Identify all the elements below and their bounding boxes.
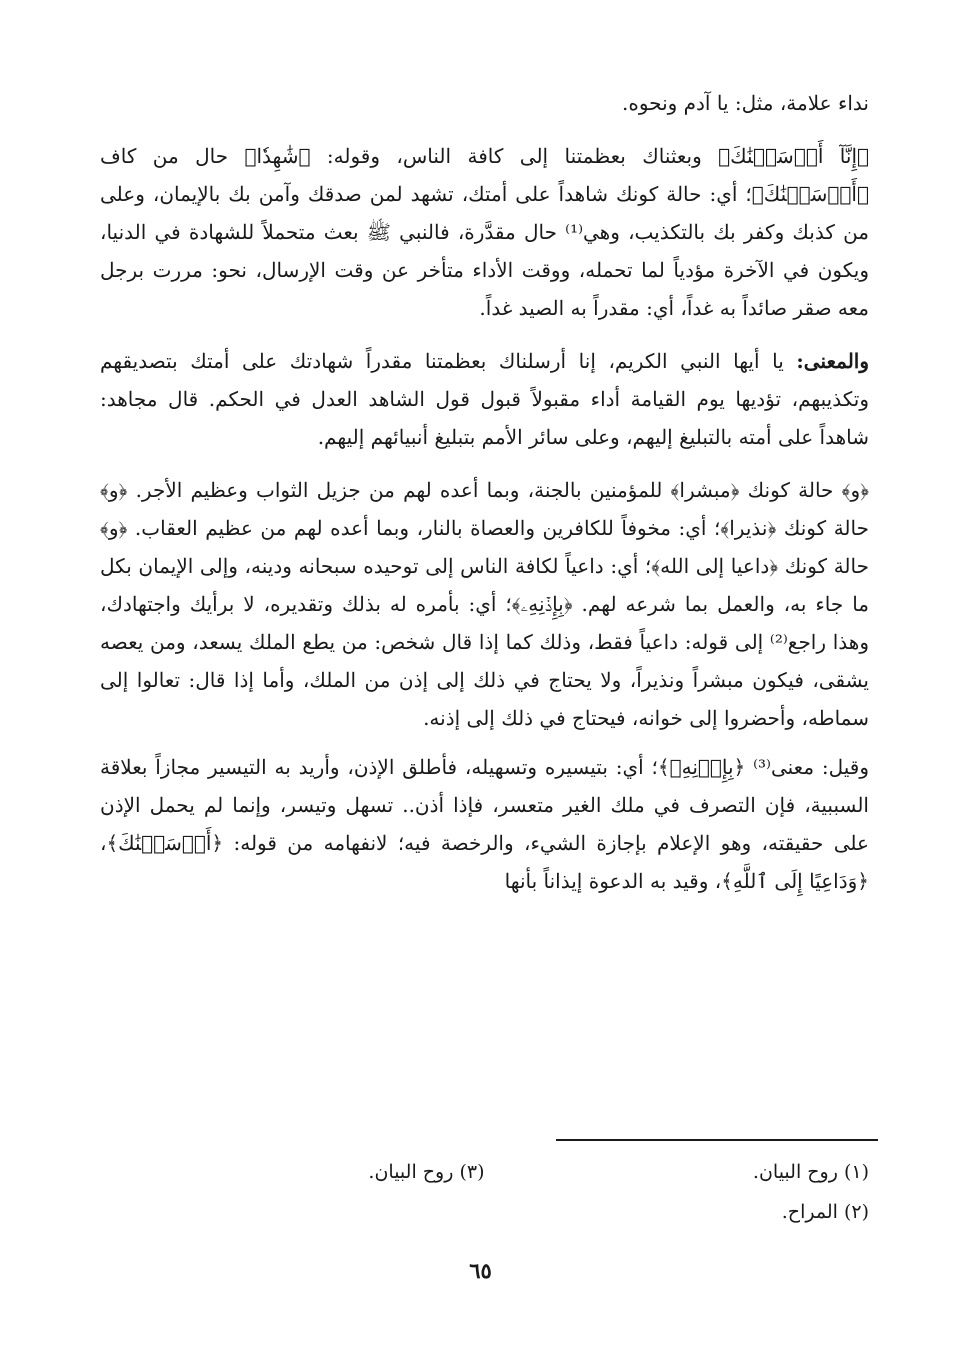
paragraph-text: ﴿إِنَّآ أَرۡسَلۡنَٰكَ﴾ وبعثناك بعظمتنا إلى كافة الناس، وقوله: ﴿شَٰهِدٗا﴾ حال من كاف ﴿أَرۡسَلۡنَٰكَ﴾؛ أي: حالة كونك شاهداً على أمتك، تشهد لمن صدقك وآمن بك بالإيمان، وعلى من كذبك وكفر بك بالتكذيب، وهي⁽¹⁾ حال مقدَّرة، فالنبي ﷺ بعث متحملاً للشهادة في الدنيا، ويكون في الآخرة مؤدياً لما تحمله، ووقت الأداء متأخر عن وقت الإرسال، نحو: مررت برجل معه صقر صائداً به غداً، أي: مقدراً به الصيد غداً. xyxy=(100,144,870,320)
paragraph-shahid xyxy=(100,137,869,327)
paragraph-text: وقيل: معنى⁽³⁾ ﴿بِإِذۡنِهِۦ﴾؛ أي: بتيسيره وتسهيله، فأطلق الإذن، وأريد به التيسير مجازاً بعلاقة السببية، فإن التصرف في ملك الغير متعسر، فإذا أذن.. تسهل وتيسر، وإنما لم يحمل الإذن على حقيقته، وهو الإعلام بإجازة الشيء، والرخصة فيه؛ لانفهامه من قوله: ﴿أَرۡسَلۡنَٰكَ﴾، ﴿وَدَاعِيًا إِلَى ٱللَّهِ﴾، وقيد به الدعوة إيذاناً بأنها xyxy=(100,755,869,893)
footnote-item xyxy=(485,1152,870,1192)
footnote-text: روح البيان. xyxy=(752,1161,838,1183)
footnotes xyxy=(100,1152,869,1232)
footnote-number: (٣) xyxy=(459,1161,485,1183)
page-number: ٦٥ xyxy=(469,1258,492,1283)
paragraph-text: ﴿و﴾ حالة كونك ﴿مبشرا﴾ للمؤمنين بالجنة، وبما أعده لهم من جزيل الثواب وعظيم الأجر. ﴿و﴾ حالة كونك ﴿نذيرا﴾؛ أي: مخوفاً للكافرين والعصاة بالنار، وبما أعده لهم من عظيم العقاب. ﴿و﴾ حالة كونك ﴿داعيا إلى الله﴾؛ أي: داعياً لكافة الناس إلى توحيده سبحانه ودينه، وإلى الإيمان بكل ما جاء به، والعمل بما شرعه لهم. ﴿بِإِذۡنِهِۦ﴾؛ أي: بأمره له بذلك وتقديره، لا برأيك واجتهادك، وهذا راجع⁽²⁾ إلى قوله: داعياً فقط، وذلك كما إذا قال شخص: من يطع الملك يسعد، ومن يعصه يشقى، فيكون مبشراً ونذيراً، ولا يحتاج في ذلك إلى إذن من الملك، وأما إذا قال: تعالوا إلى سماطه، وأحضروا إلى خوانه، فيحتاج في ذلك إلى إذنه. xyxy=(100,478,869,730)
footnote-text: روح البيان. xyxy=(368,1161,454,1183)
footnote-text: المراح. xyxy=(781,1201,838,1223)
paragraph-meaning xyxy=(100,342,869,456)
paragraph-mubashshir xyxy=(100,471,869,737)
footnote-divider xyxy=(556,1139,878,1141)
footnote-item xyxy=(100,1152,485,1192)
paragraph-intro xyxy=(100,84,869,122)
paragraph-lead: والمعنى: xyxy=(796,349,869,373)
footnote-row xyxy=(100,1192,869,1232)
footnote-row xyxy=(100,1152,869,1192)
paragraph-text: يا أيها النبي الكريم، إنا أرسلناك بعظمتنا مقدراً شهادتك على أمتك بتصديقهم وتكذيبهم، تؤديها يوم القيامة أداء مقبولاً قبول قول الشاهد العدل في الحكم. قال مجاهد: شاهداً على أمته بالتبليغ إليهم، وعلى سائر الأمم بتبليغ أنبيائهم إليهم. xyxy=(100,349,869,449)
footnote-number: (١) xyxy=(843,1161,869,1183)
footnote-number: (٢) xyxy=(843,1201,869,1223)
footnote-item xyxy=(477,1192,869,1232)
main-text xyxy=(100,84,869,900)
paragraph-text: نداء علامة، مثل: يا آدم ونحوه. xyxy=(621,91,869,115)
paragraph-idhn xyxy=(100,748,869,900)
